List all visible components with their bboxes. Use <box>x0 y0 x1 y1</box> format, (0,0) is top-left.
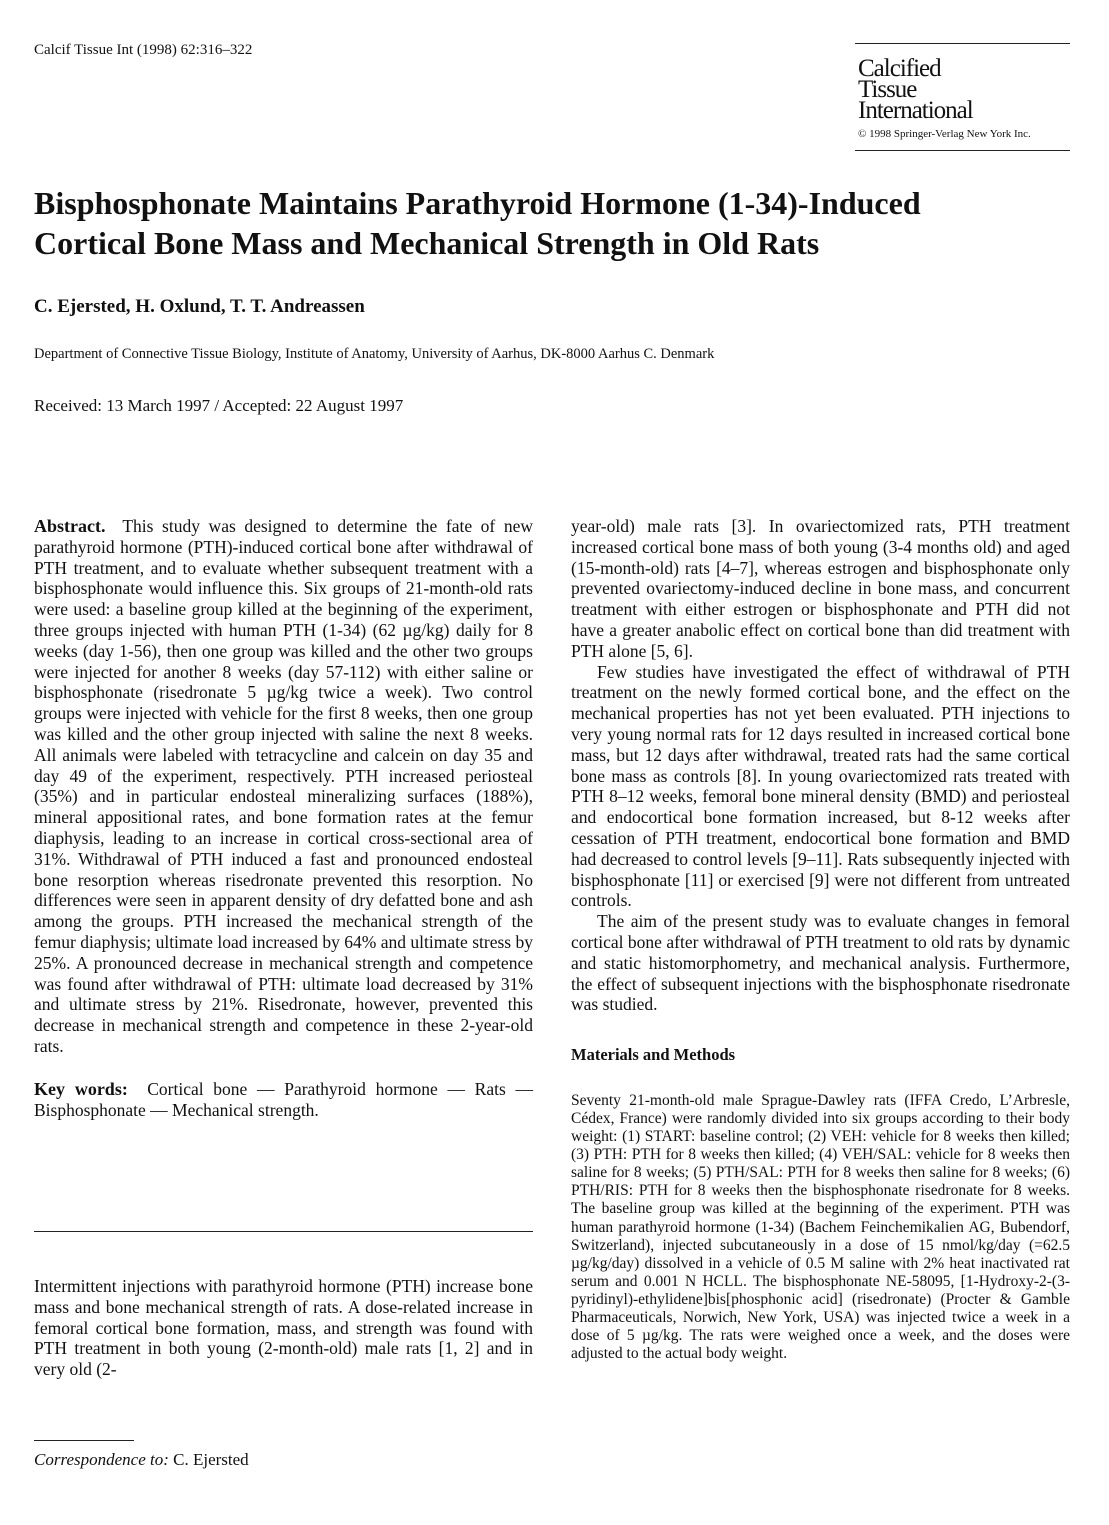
right-column <box>571 516 1070 1363</box>
authors: C. Ejersted, H. Oxlund, T. T. Andreassen <box>34 296 365 317</box>
abstract-label: Abstract. <box>34 516 106 536</box>
abstract-paragraph <box>34 516 533 1057</box>
affiliation: Department of Connective Tissue Biology, Institute of Anatomy, University of Aarhus, DK-8000 Aarhus C. Denmark <box>34 346 715 362</box>
journal-citation: Calcif Tissue Int (1998) 62:316–322 <box>34 42 253 58</box>
methods-heading: Materials and Methods <box>571 1045 736 1065</box>
intro-paragraph-continued: year-old) male rats [3]. In ovariectomized rats, PTH treatment increased cortical bone mass of both young (3-4 months old) and aged (15-month-old) rats [4–7], whereas estrogen and bisphosphonate only prevented ovariectomy-induced decline in bone mass, and concurrent treatment with either estrogen or bisphosphonate and PTH did not have a greater anabolic effect on cortical bone than did treatment with PTH alone [5, 6]. <box>571 516 1070 661</box>
intro-paragraph-start: Intermittent injections with parathyroid hormone (PTH) increase bone mass and bone mechanical strength of rats. A dose-related increase in femoral cortical bone formation, mass, and strength was found with PTH treatment in both young (2-month-old) male rats [1, 2] and in very old (2- <box>34 1276 533 1380</box>
footnote-rule <box>34 1440 134 1441</box>
received-accepted-dates: Received: 13 March 1997 / Accepted: 22 August 1997 <box>34 396 404 415</box>
journal-name: Calcified Tissue International <box>858 55 973 124</box>
keywords-text: Cortical bone — Parathyroid hormone — Rats — Bisphosphonate — Mechanical strength. <box>34 1078 533 1120</box>
article-title: Bisphosphonate Maintains Parathyroid Hormone (1-34)-Induced Cortical Bone Mass and Mechanical Strength in Old Rats <box>34 185 921 261</box>
correspondence: Correspondence to: C. Ejersted <box>34 1450 249 1469</box>
journal-copyright: © 1998 Springer-Verlag New York Inc. <box>858 128 1031 140</box>
section-divider <box>34 1231 533 1232</box>
intro-paragraph-2: Few studies have investigated the effect of withdrawal of PTH treatment on the newly formed cortical bone, and the effect on the mechanical properties has not yet been evaluated. PTH injections to very young normal rats for 12 days resulted in increased cortical bone mass, but 12 days after withdrawal, treated rats had the same cortical bone mass as controls [8]. In young ovariectomized rats treated with PTH 8–12 weeks, femoral bone mineral density (BMD) and periosteal and endocortical bone formation increased, but 8-12 weeks after cessation of PTH treatment, endocortical bone formation and BMD had decreased to control levels [9–11]. Rats subsequently injected with bisphosphonate [11] or exercised [9] were not different from untreated controls. <box>571 661 1070 911</box>
journal-logo <box>855 43 1070 151</box>
keywords <box>34 1079 533 1121</box>
methods-text: Seventy 21-month-old male Sprague-Dawley rats (IFFA Credo, L’Arbresle, Cédex, France) were randomly divided into six groups according to their body weight: (1) START: baseline control; (2) VEH: vehicle for 8 weeks then killed; (3) PTH: PTH for 8 weeks then killed; (4) VEH/SAL: vehicle for 8 weeks then saline for 8 weeks; (5) PTH/SAL: PTH for 8 weeks then saline for 8 weeks; (6) PTH/RIS: PTH for 8 weeks then the bisphosphonate risedronate for 8 weeks. The baseline group was killed at the beginning of the experiment. PTH was human parathyroid hormone (1-34) (Bachem Feinchemikalien AG, Bubendorf, Switzerland), injected subcutaneously in a dose of 15 nmol/kg/day (=62.5 µg/kg/day) dissolved in a vehicle of 0.5 M saline with 2% heat inactivated rat serum and 0.001 N HCLL. The bisphosphonate NE-58095, [1-Hydroxy-2-(3-pyridinyl)-ethylidene]bis[phosphonic acid] (risedronate) (Procter & Gamble Pharmaceuticals, Norwich, New York, USA) was injected twice a week in a dose of 5 µg/kg. The rats were weighed once a week, and the doses were adjusted to the actual body weight. <box>571 1091 1070 1363</box>
intro-paragraph-3: The aim of the present study was to evaluate changes in femoral cortical bone after withdrawal of PTH treatment to old rats by dynamic and static histomorphometry, and mechanical analysis. Furthermore, the effect of subsequent injections with the bisphosphonate risedronate was studied. <box>571 911 1070 1015</box>
abstract-section <box>34 516 533 1120</box>
abstract-text: This study was designed to determine the fate of new parathyroid hormone (PTH)-induced cortical bone after withdrawal of PTH treatment, and to evaluate whether subsequent treatment with a bisphosphonate would influence this. Six groups of 21-month-old rats were used: a baseline group killed at the beginning of the experiment, three groups injected with human PTH (1-34) (62 µg/kg) daily for 8 weeks (day 1-56), then one group was killed and the other two groups were injected for another 8 weeks (day 57-112) with either saline or bisphosphonate (risedronate 5 µg/kg twice a week). Two control groups were injected with vehicle for the first 8 weeks, then one group was killed and the other group injected with saline the next 8 weeks. All animals were labeled with tetracycline and calcein on day 35 and day 49 of the experiment, respectively. PTH increased periosteal (35%) and in particular endosteal mineralizing surfaces (188%), mineral appositional rates, and bone formation rates at the femur diaphysis, leading to an increase in cortical cross-sectional area of 31%. Withdrawal of PTH induced a fast and pronounced endosteal bone resorption whereas risedronate prevented this resorption. No differences were seen in apparent density of dry defatted bone and ash among the groups. PTH increased the mechanical strength of the femur diaphysis; ultimate load increased by 64% and ultimate stress by 25%. A pronounced decrease in mechanical strength and competence was found after withdrawal of PTH: ultimate load decreased by 31% and ultimate stress by 21%. Risedronate, however, prevented this decrease in mechanical strength and competence in these 2-year-old rats. <box>34 516 533 1056</box>
keywords-label: Key words: <box>34 1078 128 1099</box>
